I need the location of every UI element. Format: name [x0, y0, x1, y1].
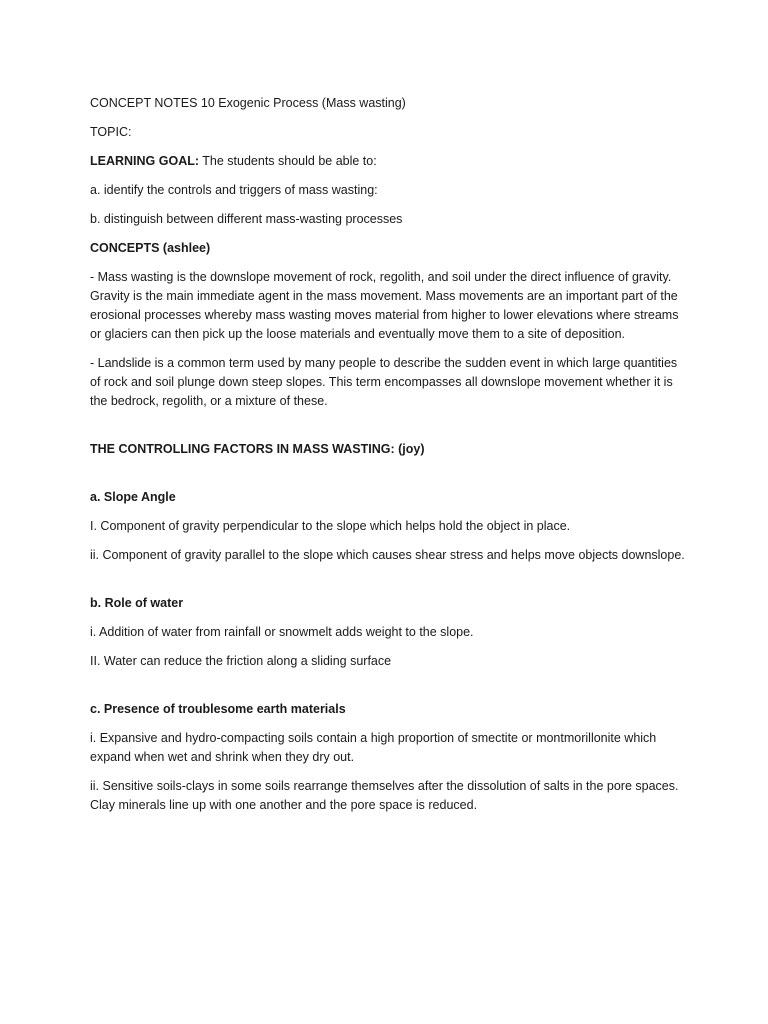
- slope-angle-item-1: I. Component of gravity perpendicular to the slope which helps hold the object in place.: [90, 519, 571, 533]
- learning-goal: [90, 152, 690, 171]
- concepts-paragraph-2: - Landslide is a common term used by many people to describe the sudden event in which large quantities of rock and soil plunge down steep slopes. This term encompasses all downslope movement whether it is the bedrock, regolith, or a mixture of these.: [90, 356, 678, 408]
- slope-angle-heading: a. Slope Angle: [90, 490, 176, 504]
- troublesome-materials-item-1: i. Expansive and hydro-compacting soils contain a high proportion of smectite or montmorillonite which expand when wet and shrink when they dry out.: [90, 731, 657, 764]
- spacer: [90, 421, 690, 440]
- goal-b: b. distinguish between different mass-wasting processes: [90, 212, 403, 226]
- factors-heading: THE CONTROLLING FACTORS IN MASS WASTING: (joy): [90, 442, 425, 456]
- concepts-paragraph-1: - Mass wasting is the downslope movement of rock, regolith, and soil under the direct influence of gravity. Gravity is the main immediate agent in the mass movement. Mass movements are an important part of the erosional processes whereby mass wasting moves material from higher to lower elevations where streams or glaciers can then pick up the loose materials and eventually move them to a site of deposition.: [90, 270, 679, 341]
- spacer: [90, 575, 690, 594]
- spacer: [90, 469, 690, 488]
- spacer: [90, 681, 690, 700]
- learning-goal-label: LEARNING GOAL:: [90, 154, 200, 168]
- document-page: [90, 94, 690, 825]
- role-of-water-item-1: i. Addition of water from rainfall or snowmelt adds weight to the slope.: [90, 625, 474, 639]
- topic-label: TOPIC:: [90, 125, 132, 139]
- learning-goal-text: The students should be able to:: [199, 154, 377, 168]
- role-of-water-heading: b. Role of water: [90, 596, 184, 610]
- concepts-heading: CONCEPTS (ashlee): [90, 241, 211, 255]
- doc-title: CONCEPT NOTES 10 Exogenic Process (Mass wasting): [90, 96, 406, 110]
- troublesome-materials-heading: c. Presence of troublesome earth materials: [90, 702, 346, 716]
- goal-a: a. identify the controls and triggers of mass wasting:: [90, 183, 378, 197]
- role-of-water-item-2: II. Water can reduce the friction along a sliding surface: [90, 654, 392, 668]
- slope-angle-item-2: ii. Component of gravity parallel to the slope which causes shear stress and helps move objects downslope.: [90, 548, 685, 562]
- troublesome-materials-item-2: ii. Sensitive soils-clays in some soils rearrange themselves after the dissolution of salts in the pore spaces. Clay minerals line up with one another and the pore space is reduced.: [90, 779, 679, 812]
